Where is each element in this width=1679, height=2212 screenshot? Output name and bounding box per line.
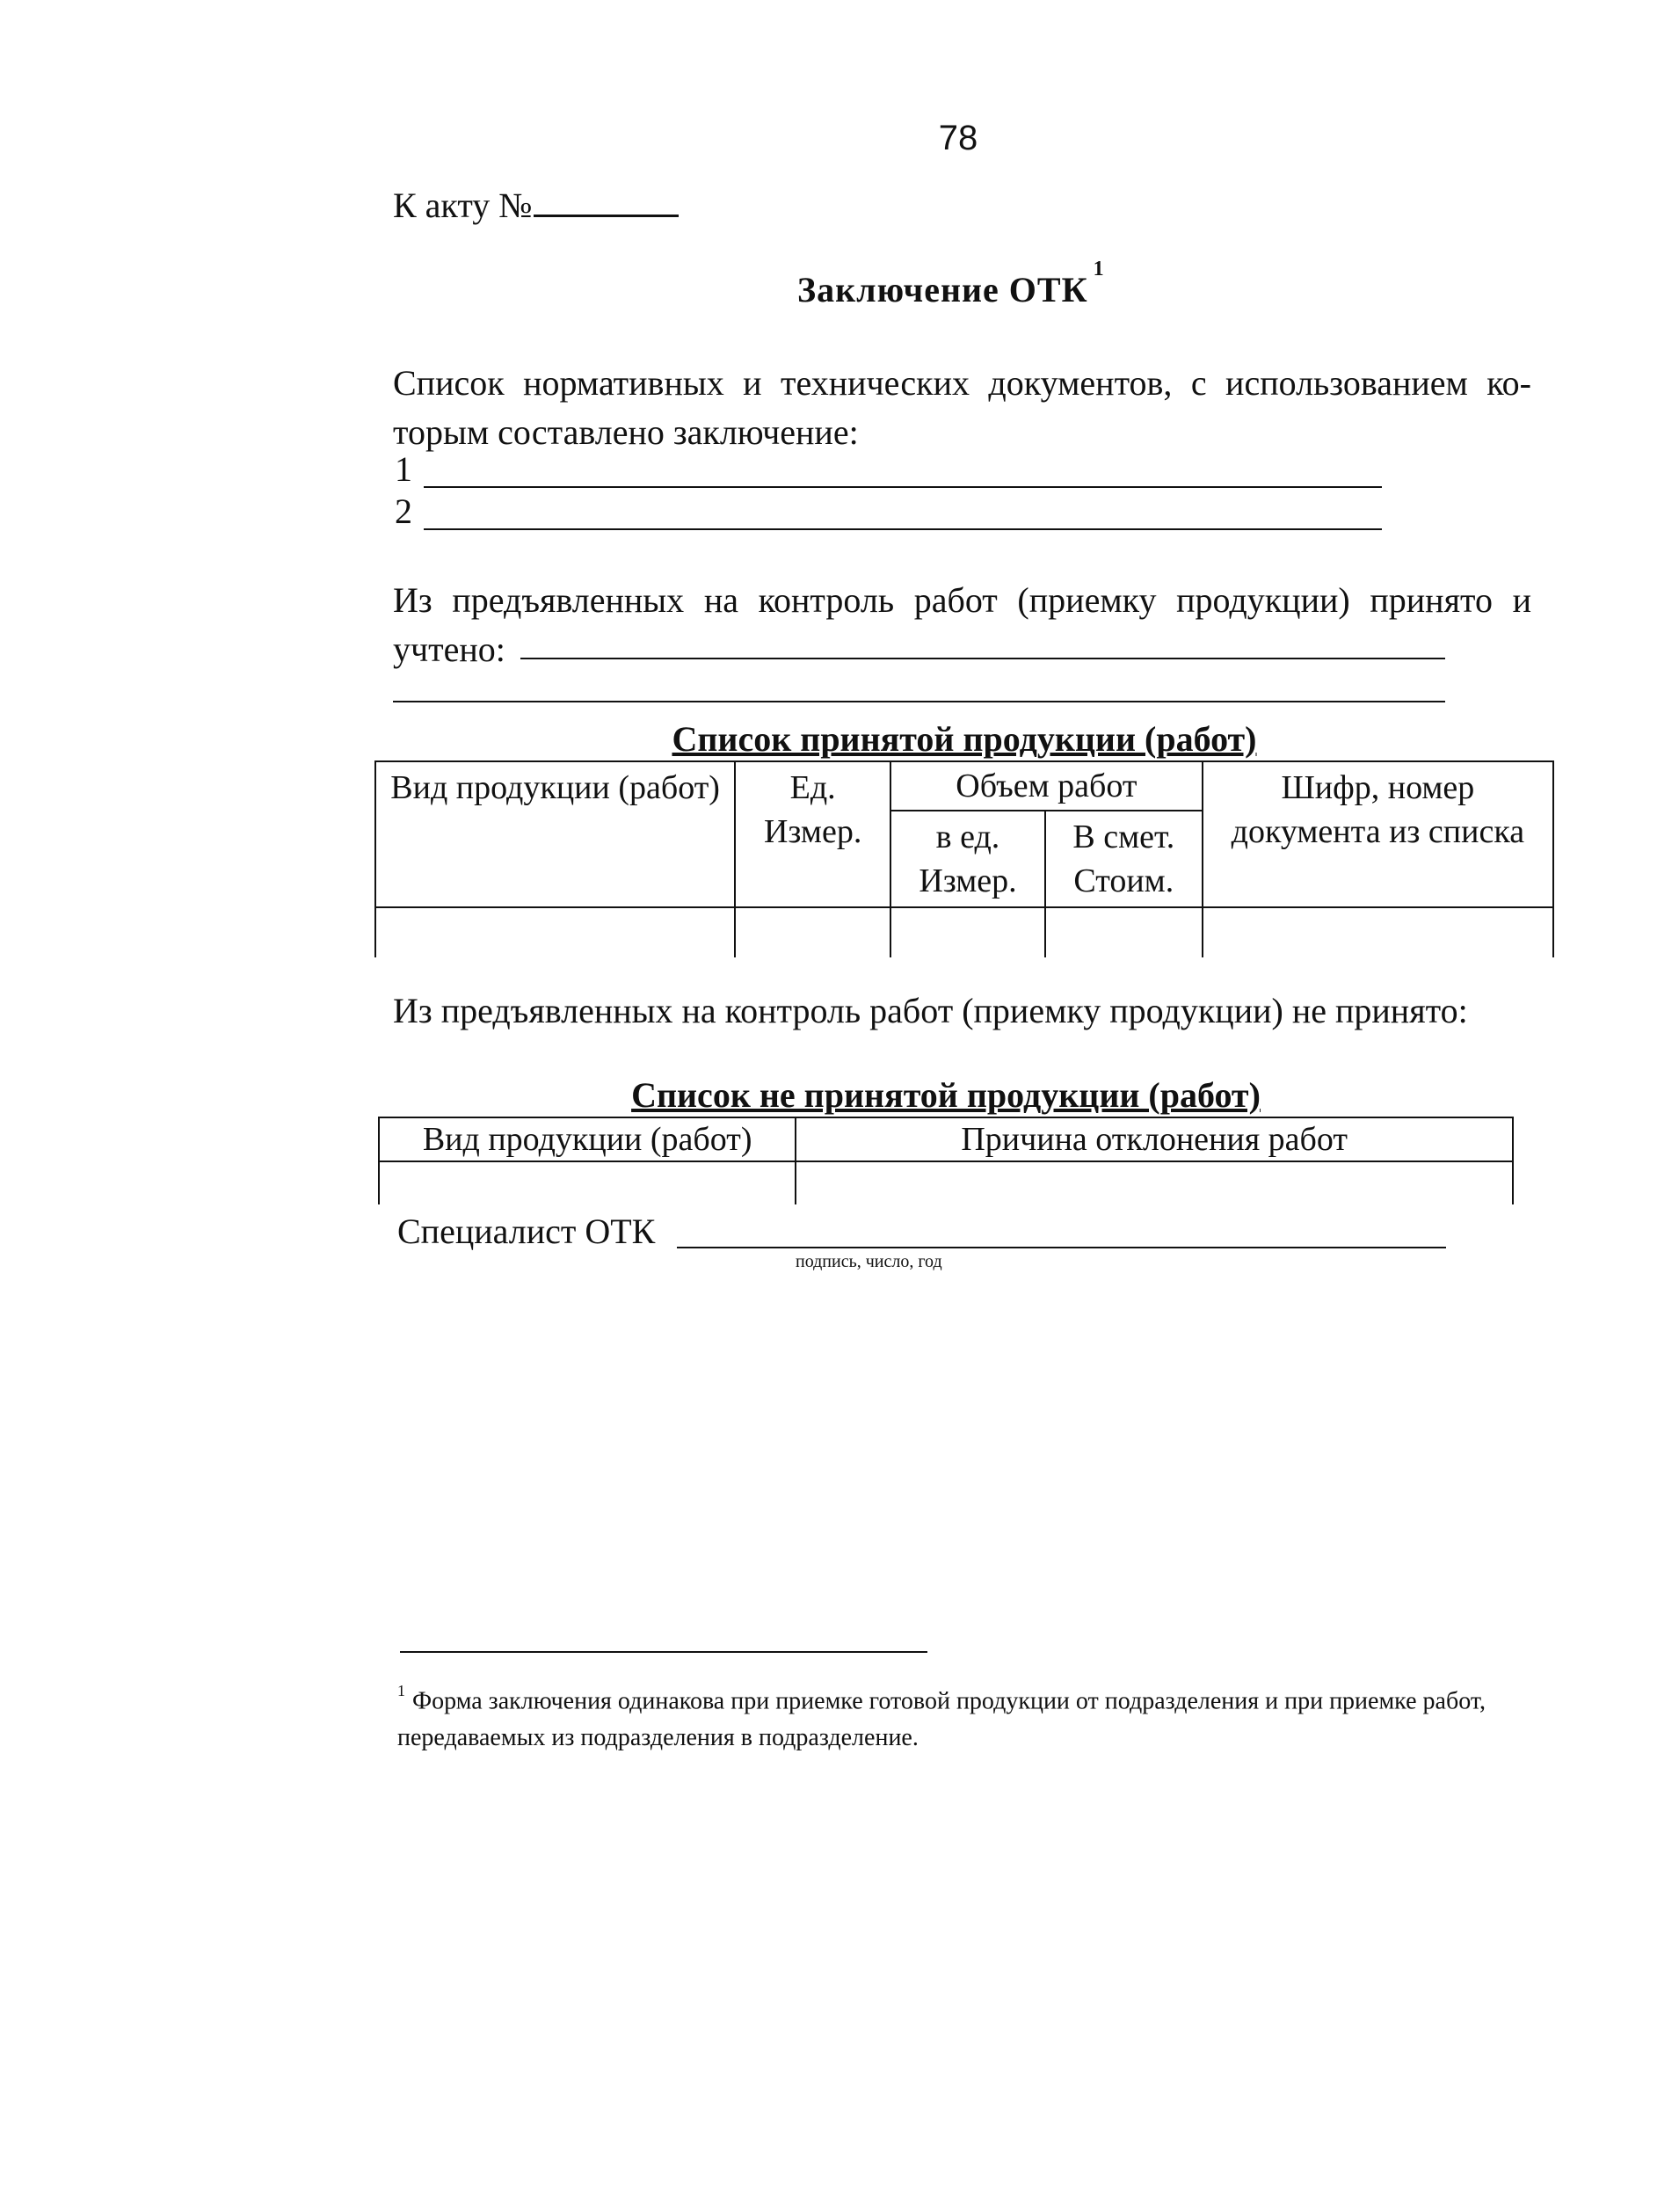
title-footnote-mark: 1 [1093,257,1105,280]
accepted-table-title: Список принятой продукции (работ) [672,719,1257,759]
rejected-table-cell [379,1161,796,1204]
signature-caption: подпись, число, год [796,1252,942,1271]
rejected-table-title: Список не принятой продукции (работ) [631,1075,1261,1115]
documents-list-item-2-number: 2 [395,491,412,531]
documents-list-intro: Список нормативных и технических документов, с использованием ко-торым составлено заключение: [393,363,1531,452]
act-reference-label: К акту № [393,186,533,225]
documents-list-item-2-line [424,528,1382,530]
document-title-text: Заключение ОТК [797,270,1088,309]
header-rejected-reason: Причина отклонения работ [796,1117,1513,1161]
header-volume: Объем работ [890,761,1203,811]
accepted-line-2 [393,701,1445,702]
page-number: 78 [938,119,978,157]
header-unit: Ед. Измер. [735,761,890,907]
header-rejected-product: Вид продукции (работ) [379,1117,796,1161]
documents-list-item-1-line [424,486,1382,488]
header-product: Вид продукции (работ) [375,761,735,907]
footnote [397,1676,1540,1757]
accepted-table-cell [1203,907,1553,957]
rejected-table-cell [796,1161,1513,1204]
header-doc-code: Шифр, номер документа из списка [1203,761,1553,907]
footnote-text: Форма заключения одинакова при приемке готовой продукции от подразделения и при приемке работ, передаваемых из подразделения в подразделение. [397,1687,1486,1752]
documents-list-item-1-number: 1 [395,449,412,489]
accepted-intro: Из предъявленных на контроль работ (приемку продукции) принято и учтено: [393,580,1531,669]
footnote-separator [400,1651,927,1653]
accepted-table-cell [1045,907,1203,957]
accepted-table-cell [375,907,735,957]
act-number-blank [534,183,679,217]
signature-line [677,1247,1446,1248]
accepted-table-cell [890,907,1045,957]
act-reference [393,183,679,226]
header-volume-cost: В смет. Стоим. [1045,811,1203,907]
header-volume-units: в ед. Измер. [890,811,1045,907]
accepted-table [374,760,1554,957]
signature-label: Специалист ОТК [397,1212,656,1251]
rejected-intro: Из предъявленных на контроль работ (приемку продукции) не принято: [393,991,1468,1030]
accepted-line-1 [520,658,1445,659]
document-title [797,257,1105,310]
accepted-table-cell [735,907,890,957]
footnote-mark: 1 [397,1682,405,1699]
rejected-table [378,1117,1514,1204]
